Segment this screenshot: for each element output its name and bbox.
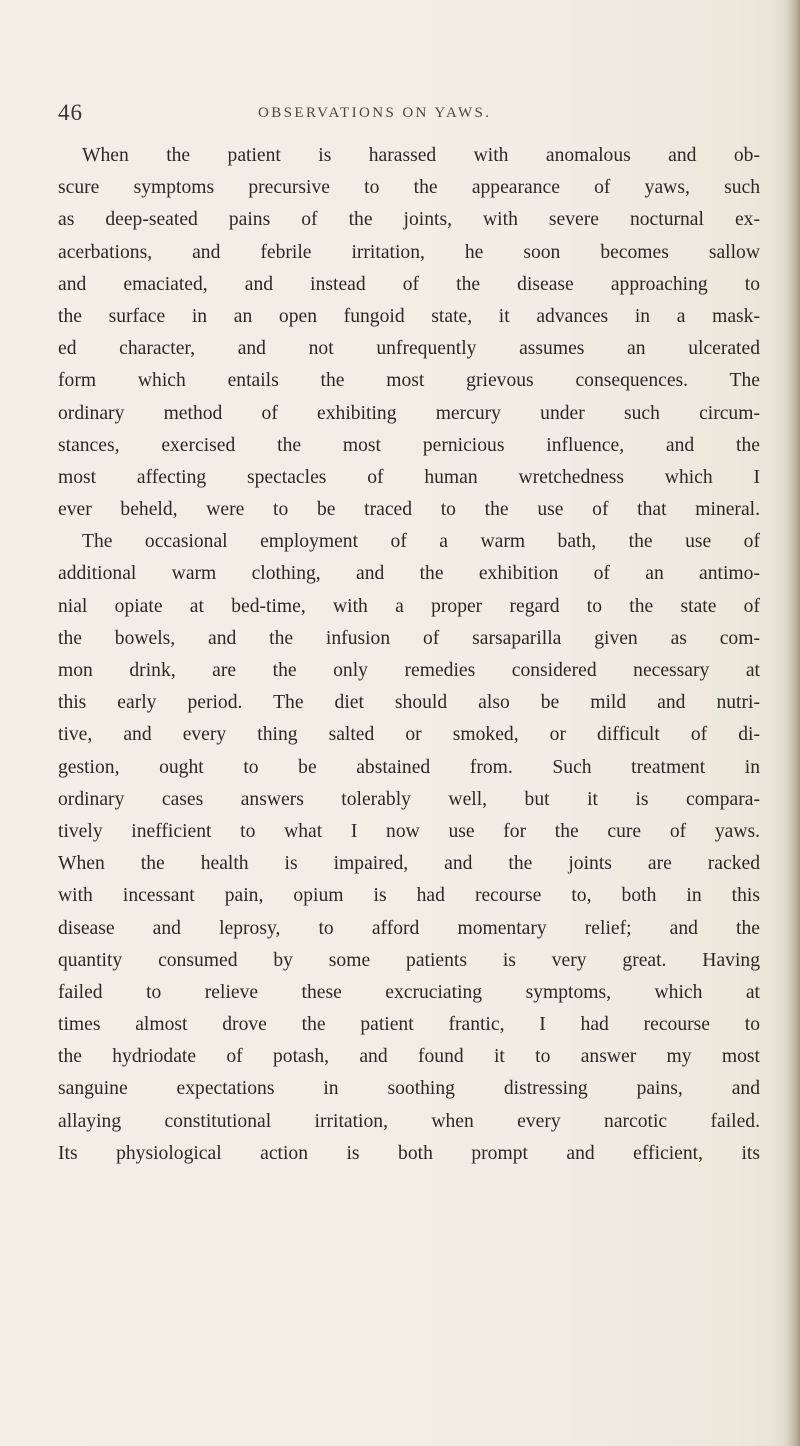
text-line: When the health is impaired, and the joints are racked xyxy=(58,853,760,875)
text-line: sanguine expectations in soothing distressing pains, and xyxy=(58,1078,760,1100)
text-line: ed character, and not unfrequently assumes an ulcerated xyxy=(58,338,760,360)
text-line: form which entails the most grievous consequences. The xyxy=(58,370,760,392)
text-line: acerbations, and febrile irritation, he soon becomes sallow xyxy=(58,241,760,263)
text-line: ordinary method of exhibiting mercury under such circum- xyxy=(58,402,760,424)
text-line: quantity consumed by some patients is very great. Having xyxy=(58,949,760,971)
text-line: the surface in an open fungoid state, it advances in a mask- xyxy=(58,305,760,327)
text-line: allaying constitutional irritation, when every narcotic failed. xyxy=(58,1110,760,1132)
text-line: gestion, ought to be abstained from. Such treatment in xyxy=(58,756,760,778)
text-line: nial opiate at bed-time, with a proper regard to the state of xyxy=(58,595,760,617)
text-line: mon drink, are the only remedies considered necessary at xyxy=(58,660,760,681)
text-line: the bowels, and the infusion of sarsaparilla given as com- xyxy=(58,627,760,649)
text-line: tively inefficient to what I now use for the cure of yaws. xyxy=(58,820,760,842)
running-head xyxy=(58,100,758,132)
text-line: the hydriodate of potash, and found it to answer my most xyxy=(58,1046,760,1068)
text-line: scure symptoms precursive to the appearance of yaws, such xyxy=(58,177,760,199)
text-line: most affecting spectacles of human wretchedness which I xyxy=(58,466,760,488)
text-line: and emaciated, and instead of the disease approaching to xyxy=(58,273,760,295)
text-line: stances, exercised the most pernicious influence, and the xyxy=(58,434,760,456)
text-line: this early period. The diet should also be mild and nutri- xyxy=(58,692,760,714)
text-line: Its physiological action is both prompt and efficient, its xyxy=(58,1142,760,1164)
text-line: disease and leprosy, to afford momentary relief; and the xyxy=(58,917,760,939)
text-line: times almost drove the patient frantic, I had recourse to xyxy=(58,1014,760,1036)
text-line: failed to relieve these excruciating symptoms, which at xyxy=(58,981,760,1003)
text-line: tive, and every thing salted or smoked, or difficult of di- xyxy=(58,724,760,746)
text-line: ever beheld, were to be traced to the use of that mineral. xyxy=(58,499,760,521)
text-line: as deep-seated pains of the joints, with severe nocturnal ex- xyxy=(58,209,760,231)
text-line: ordinary cases answers tolerably well, but it is compara- xyxy=(58,788,760,810)
text-line: additional warm clothing, and the exhibition of an antimo- xyxy=(58,563,760,585)
text-line: When the patient is harassed with anomalous and ob- xyxy=(82,145,760,166)
text-line: The occasional employment of a warm bath, the use of xyxy=(82,531,760,553)
body-text xyxy=(58,140,760,1170)
running-title: OBSERVATIONS ON YAWS. xyxy=(258,105,492,121)
text-line: with incessant pain, opium is had recourse to, both in this xyxy=(58,885,760,907)
page-edge-shadow xyxy=(786,0,800,1446)
page-number: 46 xyxy=(58,100,83,125)
